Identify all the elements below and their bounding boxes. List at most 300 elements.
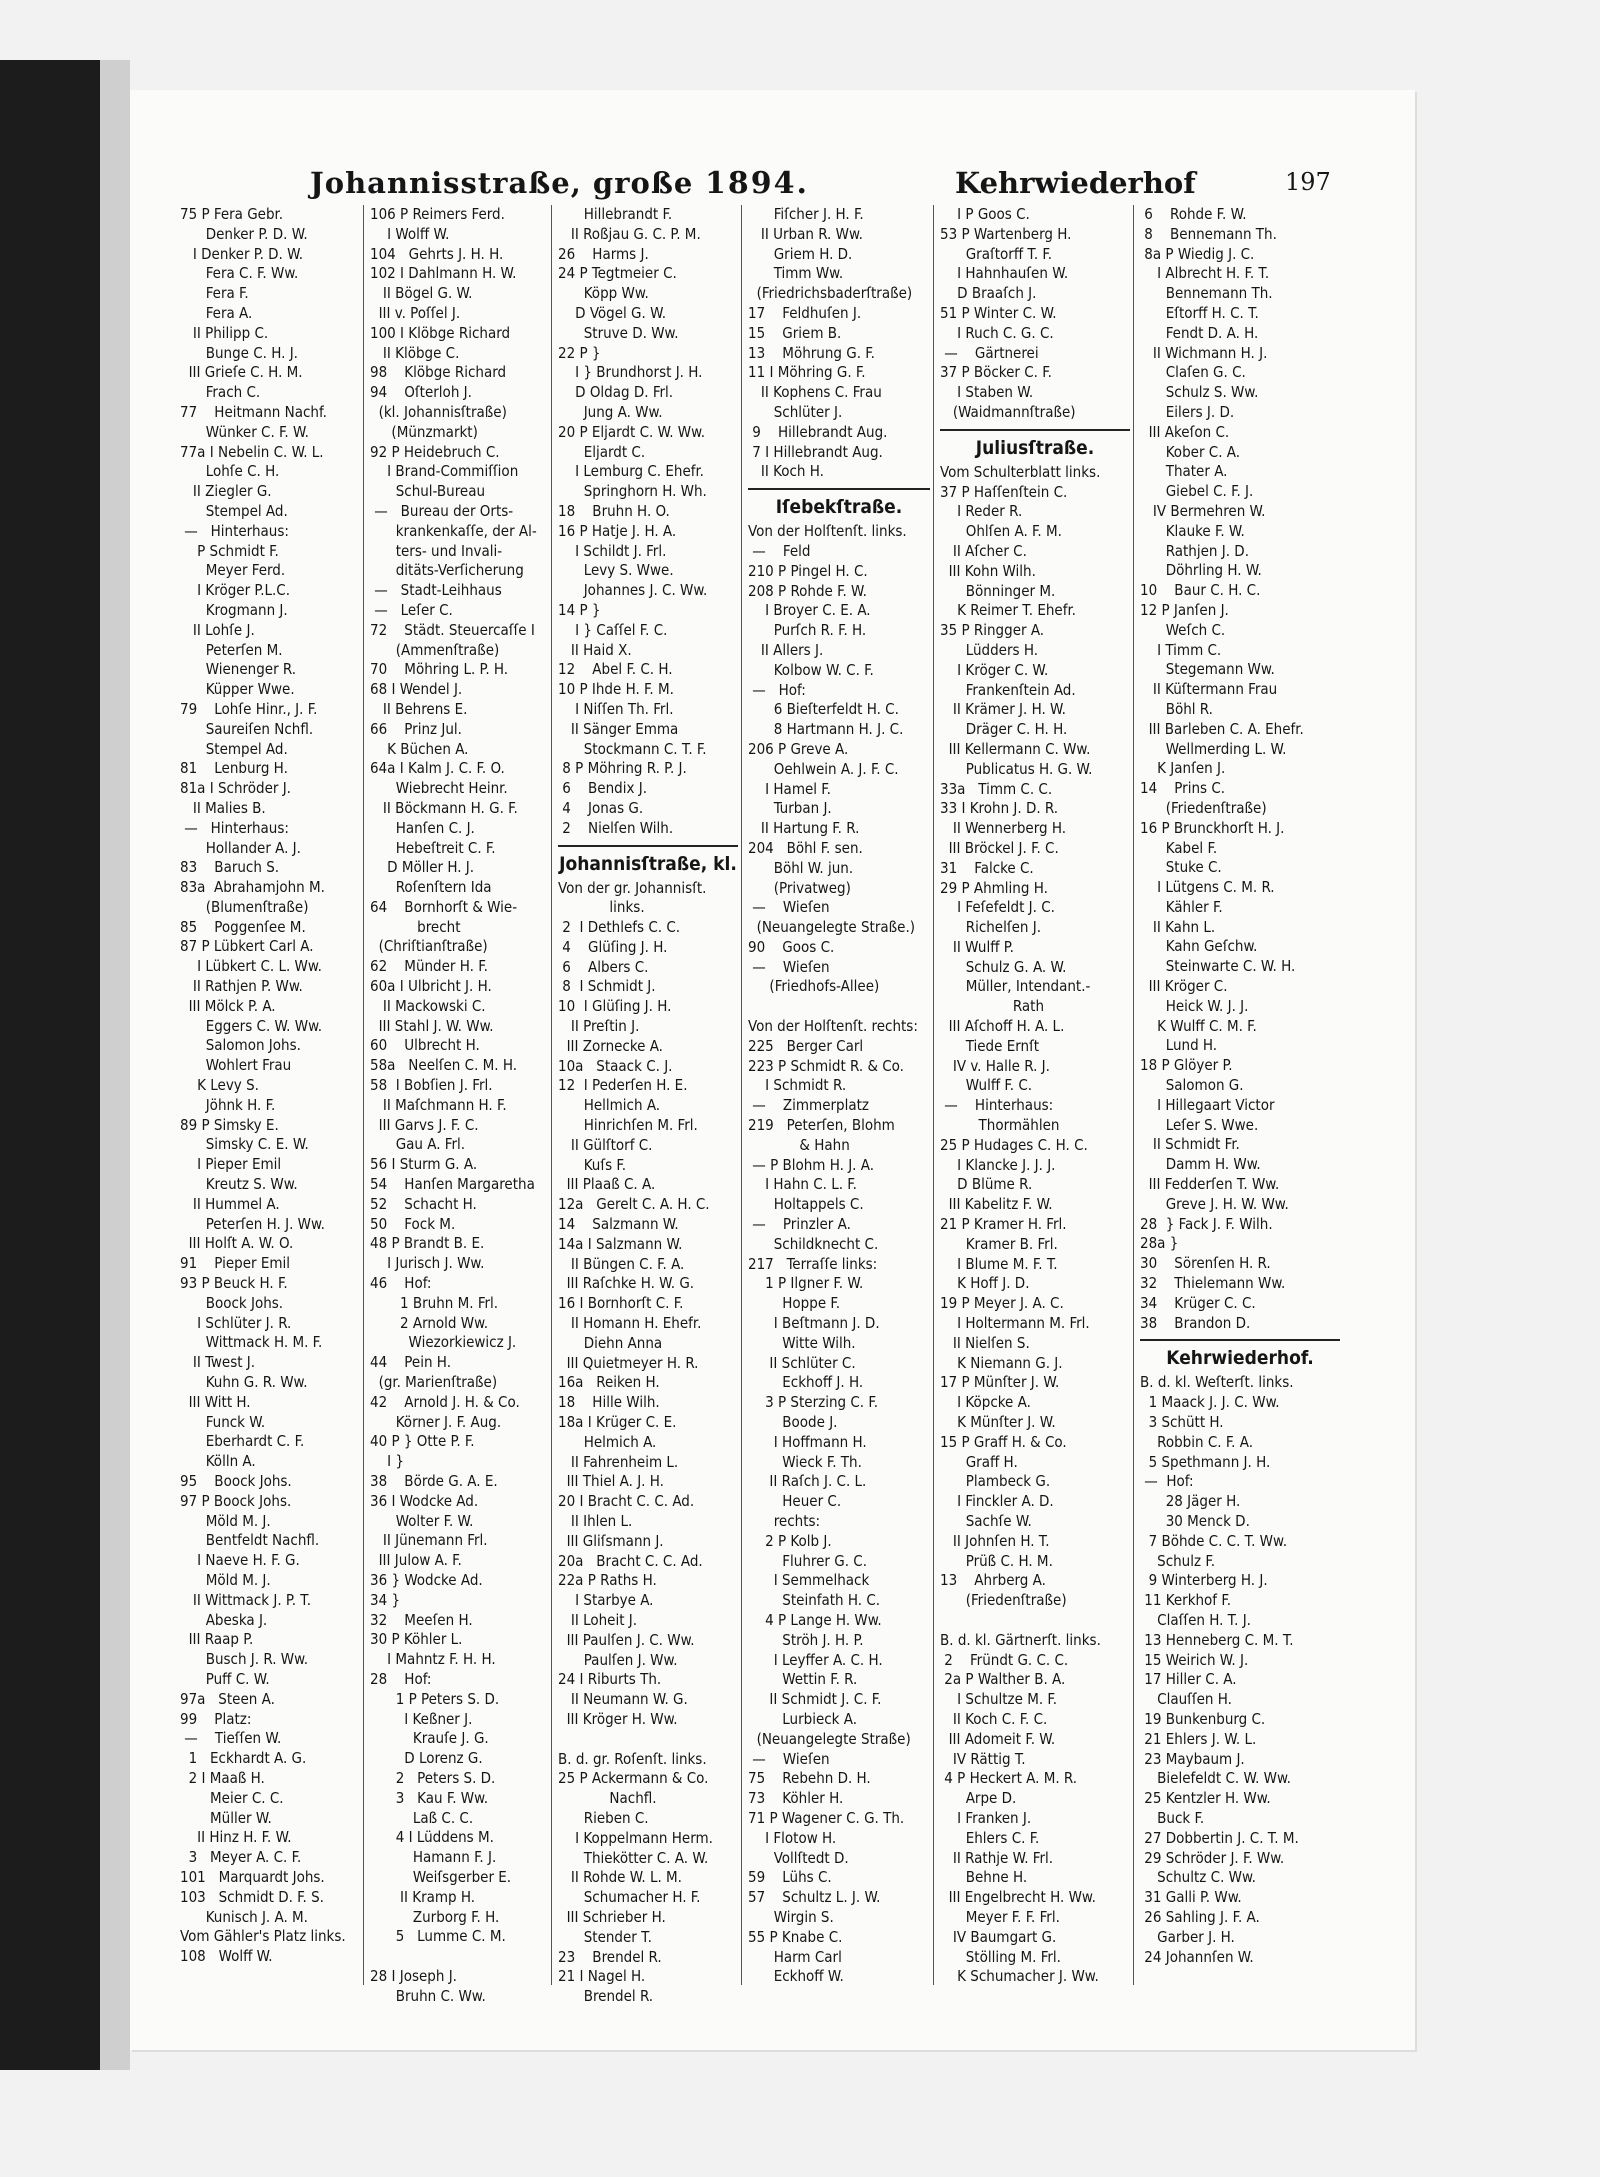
directory-entry: 44 Pein H. bbox=[370, 1353, 451, 1372]
directory-entry: Oehlwein A. J. F. C. bbox=[748, 759, 899, 778]
directory-entry: 56 I Sturm G. A. bbox=[370, 1155, 478, 1174]
directory-entry: 38 Börde G. A. E. bbox=[370, 1472, 498, 1490]
page-number: 197 bbox=[1285, 168, 1331, 196]
directory-entry: 22a P Raths H. bbox=[558, 1571, 657, 1590]
directory-entry: Fera A. bbox=[180, 303, 253, 322]
directory-entry: 19 P Meyer J. A. C. bbox=[940, 1294, 1064, 1313]
directory-entry: (Friedenſtraße) bbox=[1140, 798, 1267, 817]
directory-entry: Damm H. Ww. bbox=[1140, 1155, 1261, 1174]
directory-entry: Stempel Ad. bbox=[180, 501, 288, 520]
directory-entry: 71 P Wagener C. G. Th. bbox=[748, 1808, 905, 1827]
directory-entry: II Maſchmann H. F. bbox=[370, 1095, 507, 1114]
directory-entry: III Aſchoff H. A. L. bbox=[940, 1017, 1065, 1036]
directory-entry: Kunisch J. A. M. bbox=[180, 1907, 308, 1926]
directory-entry: III Grieſe C. H. M. bbox=[180, 363, 303, 382]
directory-entry: 10 P Ihde H. F. M. bbox=[558, 680, 674, 699]
directory-entry: Busch J. R. Ww. bbox=[180, 1650, 309, 1669]
directory-entry: I Mahntz F. H. H. bbox=[370, 1650, 496, 1669]
directory-entry: Fera C. F. Ww. bbox=[180, 264, 299, 283]
directory-entry: 3 P Sterzing C. F. bbox=[748, 1393, 879, 1412]
directory-entry: Brendel R. bbox=[558, 1987, 654, 2006]
directory-entry: Hollander A. J. bbox=[180, 838, 301, 857]
directory-entry: Eggers C. W. Ww. bbox=[180, 1016, 323, 1035]
directory-entry: III Schrieber H. bbox=[558, 1907, 666, 1926]
directory-entry: 33 I Krohn J. D. R. bbox=[940, 799, 1059, 818]
directory-entry: 1 Bruhn M. Frl. bbox=[370, 1293, 499, 1312]
directory-entry: — Hinterhaus: bbox=[180, 818, 289, 837]
directory-entry: 81 Lenburg H. bbox=[180, 759, 288, 778]
directory-entry: Roſenſtern Ida bbox=[370, 878, 492, 897]
directory-entry: III Quietmeyer H. R. bbox=[558, 1353, 699, 1372]
directory-entry: III Raſchke H. W. G. bbox=[558, 1274, 695, 1293]
directory-entry: Stuke C. bbox=[1140, 858, 1222, 877]
directory-entry: Fiſcher J. H. F. bbox=[748, 205, 864, 223]
directory-entry: Wettin F. R. bbox=[748, 1670, 858, 1689]
directory-entry: Fera F. bbox=[180, 284, 249, 303]
directory-entry: Bunge C. H. J. bbox=[180, 343, 298, 362]
directory-entry: Claſſen H. T. J. bbox=[1140, 1610, 1251, 1629]
directory-entry: 6 Rohde F. W. bbox=[1140, 205, 1247, 223]
directory-entry: 14 P } bbox=[558, 600, 601, 619]
directory-entry: 79 Lohſe Hinr., J. F. bbox=[180, 699, 318, 718]
directory-entry: 20a Bracht C. C. Ad. bbox=[558, 1551, 703, 1570]
directory-entry: 35 P Ringger A. bbox=[940, 621, 1045, 640]
directory-entry: 2a P Walther B. A. bbox=[940, 1670, 1066, 1689]
directory-entry: 25 P Ackermann & Co. bbox=[558, 1769, 709, 1788]
directory-entry: II Schmidt J. C. F. bbox=[748, 1690, 882, 1709]
page-header bbox=[180, 160, 1350, 208]
directory-entry: Abeska J. bbox=[180, 1610, 268, 1629]
directory-entry: Clauſſen H. bbox=[1140, 1690, 1232, 1709]
directory-entry: I Holtermann M. Frl. bbox=[940, 1314, 1090, 1333]
directory-entry: Möld M. J. bbox=[180, 1570, 271, 1589]
directory-entry: Hamann F. J. bbox=[370, 1848, 497, 1867]
directory-entry: Plambeck G. bbox=[940, 1472, 1051, 1491]
directory-entry: Witte Wilh. bbox=[748, 1333, 856, 1352]
directory-entry: 29 Schröder J. F. Ww. bbox=[1140, 1848, 1285, 1867]
directory-entry: 8 Hartmann H. J. C. bbox=[748, 720, 904, 739]
directory-entry: Peterſen H. J. Ww. bbox=[180, 1214, 325, 1233]
directory-entry: II Behrens E. bbox=[370, 699, 468, 718]
directory-entry: Meyer F. F. Frl. bbox=[940, 1907, 1060, 1926]
directory-entry: 106 P Reimers Ferd. bbox=[370, 205, 505, 223]
directory-entry: Schulz F. bbox=[1140, 1551, 1215, 1570]
directory-entry: K Janſen J. bbox=[1140, 759, 1226, 778]
directory-entry: 2 Arnold Ww. bbox=[370, 1313, 489, 1332]
directory-entry: 15 P Graff H. & Co. bbox=[940, 1432, 1067, 1451]
directory-entry: 2 Nielſen Wilh. bbox=[558, 818, 674, 837]
directory-entry: Böhl R. bbox=[1140, 699, 1213, 718]
directory-entry: 28 I Joseph J. bbox=[370, 1966, 457, 1985]
column-divider bbox=[933, 205, 934, 1985]
directory-entry: I Kröger P.L.C. bbox=[180, 581, 291, 600]
directory-entry: 92 P Heidebruch C. bbox=[370, 442, 500, 461]
directory-entry: II Hartung F. R. bbox=[748, 819, 860, 838]
directory-entry: Hebeſtreit C. F. bbox=[370, 838, 496, 857]
directory-entry: Thormählen bbox=[940, 1116, 1060, 1135]
directory-entry: Lüdders H. bbox=[940, 640, 1038, 659]
directory-entry: Wohlert Frau bbox=[180, 1056, 292, 1075]
directory-entry: 16 P Brunckhorſt H. J. bbox=[1140, 818, 1285, 837]
directory-entry: Puff C. W. bbox=[180, 1669, 270, 1688]
directory-entry: Levy S. Wwe. bbox=[558, 561, 674, 580]
directory-entry: 3 Schütt H. bbox=[1140, 1413, 1224, 1432]
directory-entry: IV Baumgart G. bbox=[940, 1927, 1057, 1946]
directory-entry: Behne H. bbox=[940, 1868, 1028, 1887]
directory-entry: Böhl W. jun. bbox=[748, 858, 854, 877]
directory-entry: 5 Lumme C. M. bbox=[370, 1927, 506, 1946]
directory-entry: 26 Sahling J. F. A. bbox=[1140, 1907, 1260, 1926]
directory-entry: — Hof: bbox=[1140, 1472, 1194, 1491]
directory-entry: 6 Albers C. bbox=[558, 957, 649, 976]
street-heading: Iſebekſtraße. bbox=[748, 488, 930, 520]
directory-entry: 34 Krüger C. C. bbox=[1140, 1293, 1256, 1312]
directory-entry: I Leyffer A. C. H. bbox=[748, 1650, 883, 1669]
directory-entry: II Krämer J. H. W. bbox=[940, 700, 1066, 719]
directory-entry: 4 P Lange H. Ww. bbox=[748, 1610, 882, 1629]
directory-entry: (Friedenſtraße) bbox=[940, 1591, 1067, 1610]
directory-entry: 12a Gerelt C. A. H. C. bbox=[558, 1195, 710, 1214]
directory-entry: 17 Feldhuſen J. bbox=[748, 303, 862, 322]
directory-entry: I Broyer C. E. A. bbox=[748, 601, 871, 620]
directory-entry: 103 Schmidt D. F. S. bbox=[180, 1887, 324, 1906]
directory-entry: Struve D. Ww. bbox=[558, 323, 679, 342]
directory-entry: Purſch R. F. H. bbox=[748, 621, 867, 640]
directory-entry: I Franken J. bbox=[940, 1808, 1032, 1827]
directory-entry: K Münſter J. W. bbox=[940, 1413, 1056, 1432]
directory-entry: II Bögel G. W. bbox=[370, 284, 473, 303]
directory-entry: 8a P Wiedig J. C. bbox=[1140, 244, 1255, 263]
column-4 bbox=[748, 205, 930, 1985]
street-heading: Kehrwiederhof. bbox=[1140, 1339, 1340, 1371]
directory-entry: 16 I Bornhorſt C. F. bbox=[558, 1294, 684, 1313]
directory-entry: II Raſch J. C. L. bbox=[748, 1472, 867, 1491]
directory-entry: Weiſsgerber E. bbox=[370, 1867, 512, 1886]
directory-entry: 97 P Boock Johs. bbox=[180, 1491, 292, 1510]
directory-entry: links. bbox=[558, 898, 645, 917]
directory-entry: 20 P Eljardt C. W. Ww. bbox=[558, 422, 706, 441]
directory-entry: Publicatus H. G. W. bbox=[940, 759, 1093, 778]
directory-entry: I } Caſſel F. C. bbox=[558, 620, 668, 639]
directory-entry: 28 } Fack J. F. Wilh. bbox=[1140, 1214, 1273, 1233]
directory-entry: Bennemann Th. bbox=[1140, 284, 1273, 303]
directory-entry: Bentfeldt Nachfl. bbox=[180, 1531, 320, 1550]
directory-entry: 28 Jäger H. bbox=[1140, 1492, 1241, 1511]
directory-entry: Dräger C. H. H. bbox=[940, 720, 1068, 739]
directory-entry: II Schmidt Fr. bbox=[1140, 1135, 1240, 1154]
directory-entry: 104 Gehrts J. H. H. bbox=[370, 244, 504, 263]
directory-entry: 89 P Simsky E. bbox=[180, 1115, 279, 1134]
directory-entry: Gau A. Frl. bbox=[370, 1135, 466, 1154]
directory-entry: 11 I Möhring G. F. bbox=[748, 363, 866, 382]
directory-entry: Leſer S. Wwe. bbox=[1140, 1115, 1259, 1134]
directory-entry: 2 I Maaß H. bbox=[180, 1768, 265, 1787]
directory-entry: 1 Eckhardt A. G. bbox=[180, 1749, 307, 1768]
directory-entry: 15 Weirich W. J. bbox=[1140, 1650, 1249, 1669]
directory-entry: III Kellermann C. Ww. bbox=[940, 739, 1091, 758]
directory-entry: 18 P Glöyer P. bbox=[1140, 1056, 1233, 1075]
directory-entry: Meier C. C. bbox=[180, 1788, 284, 1807]
directory-entry: I Köpcke A. bbox=[940, 1393, 1031, 1412]
directory-entry: 38 Brandon D. bbox=[1140, 1313, 1251, 1332]
directory-entry: Kuſs F. bbox=[558, 1155, 627, 1174]
directory-entry: Wolter F. W. bbox=[370, 1511, 474, 1530]
directory-entry: 18 Hille Wilh. bbox=[558, 1393, 660, 1412]
directory-entry: Arpe D. bbox=[940, 1789, 1017, 1808]
column-divider bbox=[363, 205, 364, 1985]
directory-entry: II Hinz H. F. W. bbox=[180, 1828, 292, 1847]
directory-entry: I Schildt J. Frl. bbox=[558, 541, 667, 560]
directory-entry: II Wulff P. bbox=[940, 937, 1014, 956]
directory-entry: III Witt H. bbox=[180, 1392, 251, 1411]
directory-entry: I Koppelmann Herm. bbox=[558, 1828, 713, 1847]
directory-entry: Peterſen M. bbox=[180, 640, 283, 659]
directory-entry: (gr. Marienſtraße) bbox=[370, 1373, 498, 1392]
directory-entry: 11 Kerkhof F. bbox=[1140, 1591, 1231, 1610]
directory-entry: II Rathjen P. Ww. bbox=[180, 977, 303, 996]
directory-entry: 10 Baur C. H. C. bbox=[1140, 581, 1261, 600]
directory-entry: II Böckmann H. G. F. bbox=[370, 798, 518, 817]
directory-entry: Thater A. bbox=[1140, 462, 1228, 481]
directory-entry: (Neuangelegte Straße.) bbox=[748, 918, 916, 937]
directory-entry: II Johnſen H. T. bbox=[940, 1531, 1050, 1550]
directory-entry: B. d. kl. Gärtnerſt. links. bbox=[940, 1630, 1101, 1649]
directory-entry: 101 Marquardt Johs. bbox=[180, 1867, 325, 1886]
directory-entry: 20 I Bracht C. C. Ad. bbox=[558, 1492, 695, 1511]
directory-entry: Lund H. bbox=[1140, 1036, 1218, 1055]
directory-entry: I Pieper Emil bbox=[180, 1155, 282, 1174]
column-divider bbox=[1133, 205, 1134, 1985]
directory-entry: — Wieſen bbox=[748, 898, 830, 917]
directory-entry: (kl. Johannisſtraße) bbox=[370, 402, 507, 421]
directory-entry: II Malies B. bbox=[180, 798, 266, 817]
directory-entry: III Fedderſen T. Ww. bbox=[1140, 1175, 1280, 1194]
directory-entry: 31 Falcke C. bbox=[940, 858, 1034, 877]
directory-entry: 46 Hof: bbox=[370, 1274, 432, 1293]
directory-entry: III Holſt A. W. O. bbox=[180, 1234, 294, 1253]
street-heading: Juliusſtraße. bbox=[940, 429, 1130, 461]
directory-entry: 2 Peters S. D. bbox=[370, 1768, 496, 1787]
directory-entry: D Blüme R. bbox=[940, 1175, 1033, 1194]
directory-entry: Eljardt C. bbox=[558, 442, 646, 461]
directory-entry: I Naeve H. F. G. bbox=[180, 1551, 300, 1570]
directory-entry: II Jünemann Frl. bbox=[370, 1531, 488, 1550]
directory-entry: 21 I Nagel H. bbox=[558, 1967, 646, 1986]
directory-entry: 206 P Greve A. bbox=[748, 739, 849, 758]
directory-entry: 34 } bbox=[370, 1590, 401, 1609]
directory-entry: II Urban R. Ww. bbox=[748, 224, 863, 243]
directory-entry: 21 P Kramer H. Frl. bbox=[940, 1215, 1067, 1234]
directory-entry: II Kramp H. bbox=[370, 1887, 476, 1906]
directory-entry: Fendt D. A. H. bbox=[1140, 323, 1259, 342]
directory-entry: 97a Steen A. bbox=[180, 1689, 275, 1708]
directory-entry: Schul-Bureau bbox=[370, 482, 486, 501]
directory-entry: 58 I Bobſien J. Frl. bbox=[370, 1076, 493, 1095]
column-divider bbox=[741, 205, 742, 1985]
directory-entry: 36 } Wodcke Ad. bbox=[370, 1570, 483, 1589]
directory-entry: — Gärtnerei bbox=[940, 343, 1039, 362]
scan-gutter bbox=[100, 60, 130, 2070]
directory-entry: III Mölck P. A. bbox=[180, 996, 276, 1015]
directory-entry: 60a I Ulbricht J. H. bbox=[370, 977, 492, 996]
directory-entry: 81a I Schröder J. bbox=[180, 779, 291, 798]
directory-entry: III Gliſsmann J. bbox=[558, 1531, 664, 1550]
directory-entry: 3 Kau F. Ww. bbox=[370, 1788, 489, 1807]
directory-entry: Lurbieck A. bbox=[748, 1709, 858, 1728]
directory-entry: Schultz C. Ww. bbox=[1140, 1868, 1256, 1887]
directory-entry: II Nielſen S. bbox=[940, 1333, 1030, 1352]
directory-entry: I Reder R. bbox=[940, 502, 1023, 521]
directory-entry: B. d. kl. Weſterſt. links. bbox=[1140, 1373, 1294, 1392]
directory-entry: 217 Terraſſe links: bbox=[748, 1254, 878, 1273]
directory-entry: II Wittmack J. P. T. bbox=[180, 1590, 312, 1609]
directory-entry: P Schmidt F. bbox=[180, 541, 279, 560]
directory-entry: I Hoffmann H. bbox=[748, 1432, 867, 1451]
directory-entry: Greve J. H. W. Ww. bbox=[1140, 1194, 1289, 1213]
directory-entry: 7 I Hillebrandt Aug. bbox=[748, 442, 883, 461]
header-street: Johannisstraße, große bbox=[310, 166, 694, 200]
directory-entry: 24 I Riburts Th. bbox=[558, 1670, 662, 1689]
directory-entry: 225 Berger Carl bbox=[748, 1036, 864, 1055]
directory-entry: K Hoff J. D. bbox=[940, 1274, 1030, 1293]
directory-entry: 42 Arnold J. H. & Co. bbox=[370, 1392, 520, 1411]
directory-entry: Eckhoff J. H. bbox=[748, 1373, 864, 1392]
directory-entry: I Denker P. D. W. bbox=[180, 244, 304, 263]
directory-entry: 24 Johannſen W. bbox=[1140, 1947, 1254, 1966]
directory-entry: 68 I Wendel J. bbox=[370, 680, 463, 699]
directory-entry: Tiede Ernſt bbox=[940, 1036, 1040, 1055]
directory-entry: Küpper Wwe. bbox=[180, 680, 295, 699]
directory-entry: Stender T. bbox=[558, 1927, 652, 1946]
directory-entry: I Semmelhack bbox=[748, 1571, 870, 1590]
directory-entry bbox=[748, 997, 930, 1017]
directory-entry: Boock Johs. bbox=[180, 1293, 284, 1312]
directory-entry: 77 Heitmann Nachf. bbox=[180, 402, 327, 421]
directory-entry: 66 Prinz Jul. bbox=[370, 719, 462, 738]
directory-entry: B. d. gr. Roſenſt. links. bbox=[558, 1749, 707, 1768]
directory-entry: — Leſer C. bbox=[370, 600, 453, 619]
directory-entry: Körner J. F. Aug. bbox=[370, 1412, 502, 1431]
directory-entry: 37 P Haſſenſtein C. bbox=[940, 482, 1068, 501]
directory-entry: II Haid X. bbox=[558, 640, 632, 659]
directory-entry: Kober C. A. bbox=[1140, 442, 1241, 461]
directory-entry: Timm Ww. bbox=[748, 264, 844, 283]
directory-entry: Kahn Geſchw. bbox=[1140, 937, 1258, 956]
directory-entry: Von der gr. Johannisſt. bbox=[558, 878, 707, 897]
column-3 bbox=[558, 205, 738, 2006]
directory-entry: (Waidmannſtraße) bbox=[940, 402, 1076, 421]
directory-entry: Graff H. bbox=[940, 1452, 1018, 1471]
directory-entry: 14a I Salzmann W. bbox=[558, 1234, 683, 1253]
directory-entry: II Mackowski C. bbox=[370, 996, 486, 1015]
column-2 bbox=[370, 205, 548, 2005]
directory-entry: III Kröger H. Ww. bbox=[558, 1709, 678, 1728]
directory-entry: Kölln A. bbox=[180, 1452, 256, 1471]
directory-entry: Wittmack H. M. F. bbox=[180, 1333, 323, 1352]
directory-entry: Wienenger R. bbox=[180, 660, 297, 679]
directory-entry: 99 Platz: bbox=[180, 1709, 252, 1728]
directory-entry: rechts: bbox=[748, 1512, 821, 1530]
directory-entry: Saureiſen Nchfl. bbox=[180, 719, 314, 738]
directory-entry: Stempel Ad. bbox=[180, 739, 288, 758]
directory-entry: 22 P } bbox=[558, 343, 601, 362]
directory-entry: Turban J. bbox=[748, 799, 832, 818]
directory-entry: K Reimer T. Ehefr. bbox=[940, 601, 1076, 620]
directory-entry: — Hof: bbox=[748, 680, 806, 699]
directory-entry: I Finckler A. D. bbox=[940, 1492, 1054, 1511]
directory-entry: Hellmich A. bbox=[558, 1096, 661, 1115]
directory-entry: Sachſe W. bbox=[940, 1512, 1032, 1530]
directory-entry: II Wennerberg H. bbox=[940, 819, 1067, 838]
directory-entry: 14 Salzmann W. bbox=[558, 1215, 679, 1234]
directory-entry: Wulff F. C. bbox=[940, 1076, 1033, 1095]
directory-entry: Thiekötter C. A. W. bbox=[558, 1848, 709, 1867]
directory-entry: II Büngen C. F. A. bbox=[558, 1254, 685, 1273]
column-divider bbox=[551, 205, 552, 1985]
directory-entry: Griem H. D. bbox=[748, 244, 853, 263]
directory-entry: K Büchen A. bbox=[370, 739, 469, 758]
directory-entry: krankenkaſſe, der Al- bbox=[370, 521, 537, 540]
directory-entry: 32 Thielemann Ww. bbox=[1140, 1274, 1286, 1293]
directory-entry: (Privatweg) bbox=[748, 878, 851, 897]
directory-entry: Hanſen C. J. bbox=[370, 818, 475, 837]
directory-entry: Stölling M. Frl. bbox=[940, 1947, 1061, 1966]
directory-entry: 64a I Kalm J. C. F. O. bbox=[370, 759, 505, 778]
directory-entry: — Stadt-Leihhaus bbox=[370, 581, 502, 600]
directory-entry: 26 Harms J. bbox=[558, 244, 649, 263]
directory-entry: 27 Dobbertin J. C. T. M. bbox=[1140, 1828, 1299, 1847]
directory-entry: III Thiel A. J. H. bbox=[558, 1472, 664, 1491]
directory-entry: I Flotow H. bbox=[748, 1828, 837, 1847]
directory-entry: Eſtorff H. C. T. bbox=[1140, 303, 1259, 322]
directory-entry: 19 Bunkenburg C. bbox=[1140, 1709, 1266, 1728]
directory-entry: 95 Boock Johs. bbox=[180, 1472, 292, 1490]
directory-entry: 62 Münder H. F. bbox=[370, 957, 488, 976]
directory-entry: Ohlſen A. F. M. bbox=[940, 522, 1062, 541]
directory-entry: K Levy S. bbox=[180, 1076, 259, 1095]
directory-entry: I Schultze M. F. bbox=[940, 1690, 1058, 1709]
directory-entry: Wirgin S. bbox=[748, 1907, 834, 1926]
directory-entry: II Fahrenheim L. bbox=[558, 1452, 679, 1471]
directory-entry: Döhrling H. W. bbox=[1140, 561, 1262, 580]
directory-entry: Giebel C. F. J. bbox=[1140, 482, 1254, 501]
directory-entry: Schildknecht C. bbox=[748, 1234, 879, 1253]
directory-entry: (Neuangelegte Straße) bbox=[748, 1729, 911, 1748]
directory-entry: 57 Schultz L. J. W. bbox=[748, 1888, 881, 1907]
directory-entry: 2 P Kolb J. bbox=[748, 1531, 832, 1550]
directory-entry: 14 Prins C. bbox=[1140, 779, 1226, 798]
directory-entry: 108 Wolff W. bbox=[180, 1947, 273, 1966]
directory-entry: III Kabelitz F. W. bbox=[940, 1195, 1053, 1214]
directory-entry: 18a I Krüger C. E. bbox=[558, 1413, 677, 1432]
directory-entry: Claſen G. C. bbox=[1140, 363, 1246, 382]
directory-entry: 91 Pieper Emil bbox=[180, 1254, 291, 1273]
directory-entry: Jöhnk H. F. bbox=[180, 1095, 276, 1114]
directory-entry: III Barleben C. A. Ehefr. bbox=[1140, 719, 1304, 738]
directory-entry: 55 P Knabe C. bbox=[748, 1927, 843, 1946]
directory-entry: 37 P Böcker C. F. bbox=[940, 363, 1052, 382]
directory-entry: — Bureau der Orts- bbox=[370, 501, 514, 520]
directory-entry: Wellmerding L. W. bbox=[1140, 739, 1287, 758]
directory-entry: Prüß C. H. M. bbox=[940, 1551, 1053, 1570]
directory-entry: I Starbye A. bbox=[558, 1591, 654, 1610]
directory-entry: Kramer B. Frl. bbox=[940, 1234, 1058, 1253]
directory-entry: Richelſen J. bbox=[940, 918, 1042, 937]
directory-entry: 1 P Peters S. D. bbox=[370, 1689, 500, 1708]
directory-entry: III Adomeit F. W. bbox=[940, 1729, 1056, 1748]
directory-entry: brecht bbox=[370, 917, 461, 936]
directory-entry: Kähler F. bbox=[1140, 897, 1223, 916]
